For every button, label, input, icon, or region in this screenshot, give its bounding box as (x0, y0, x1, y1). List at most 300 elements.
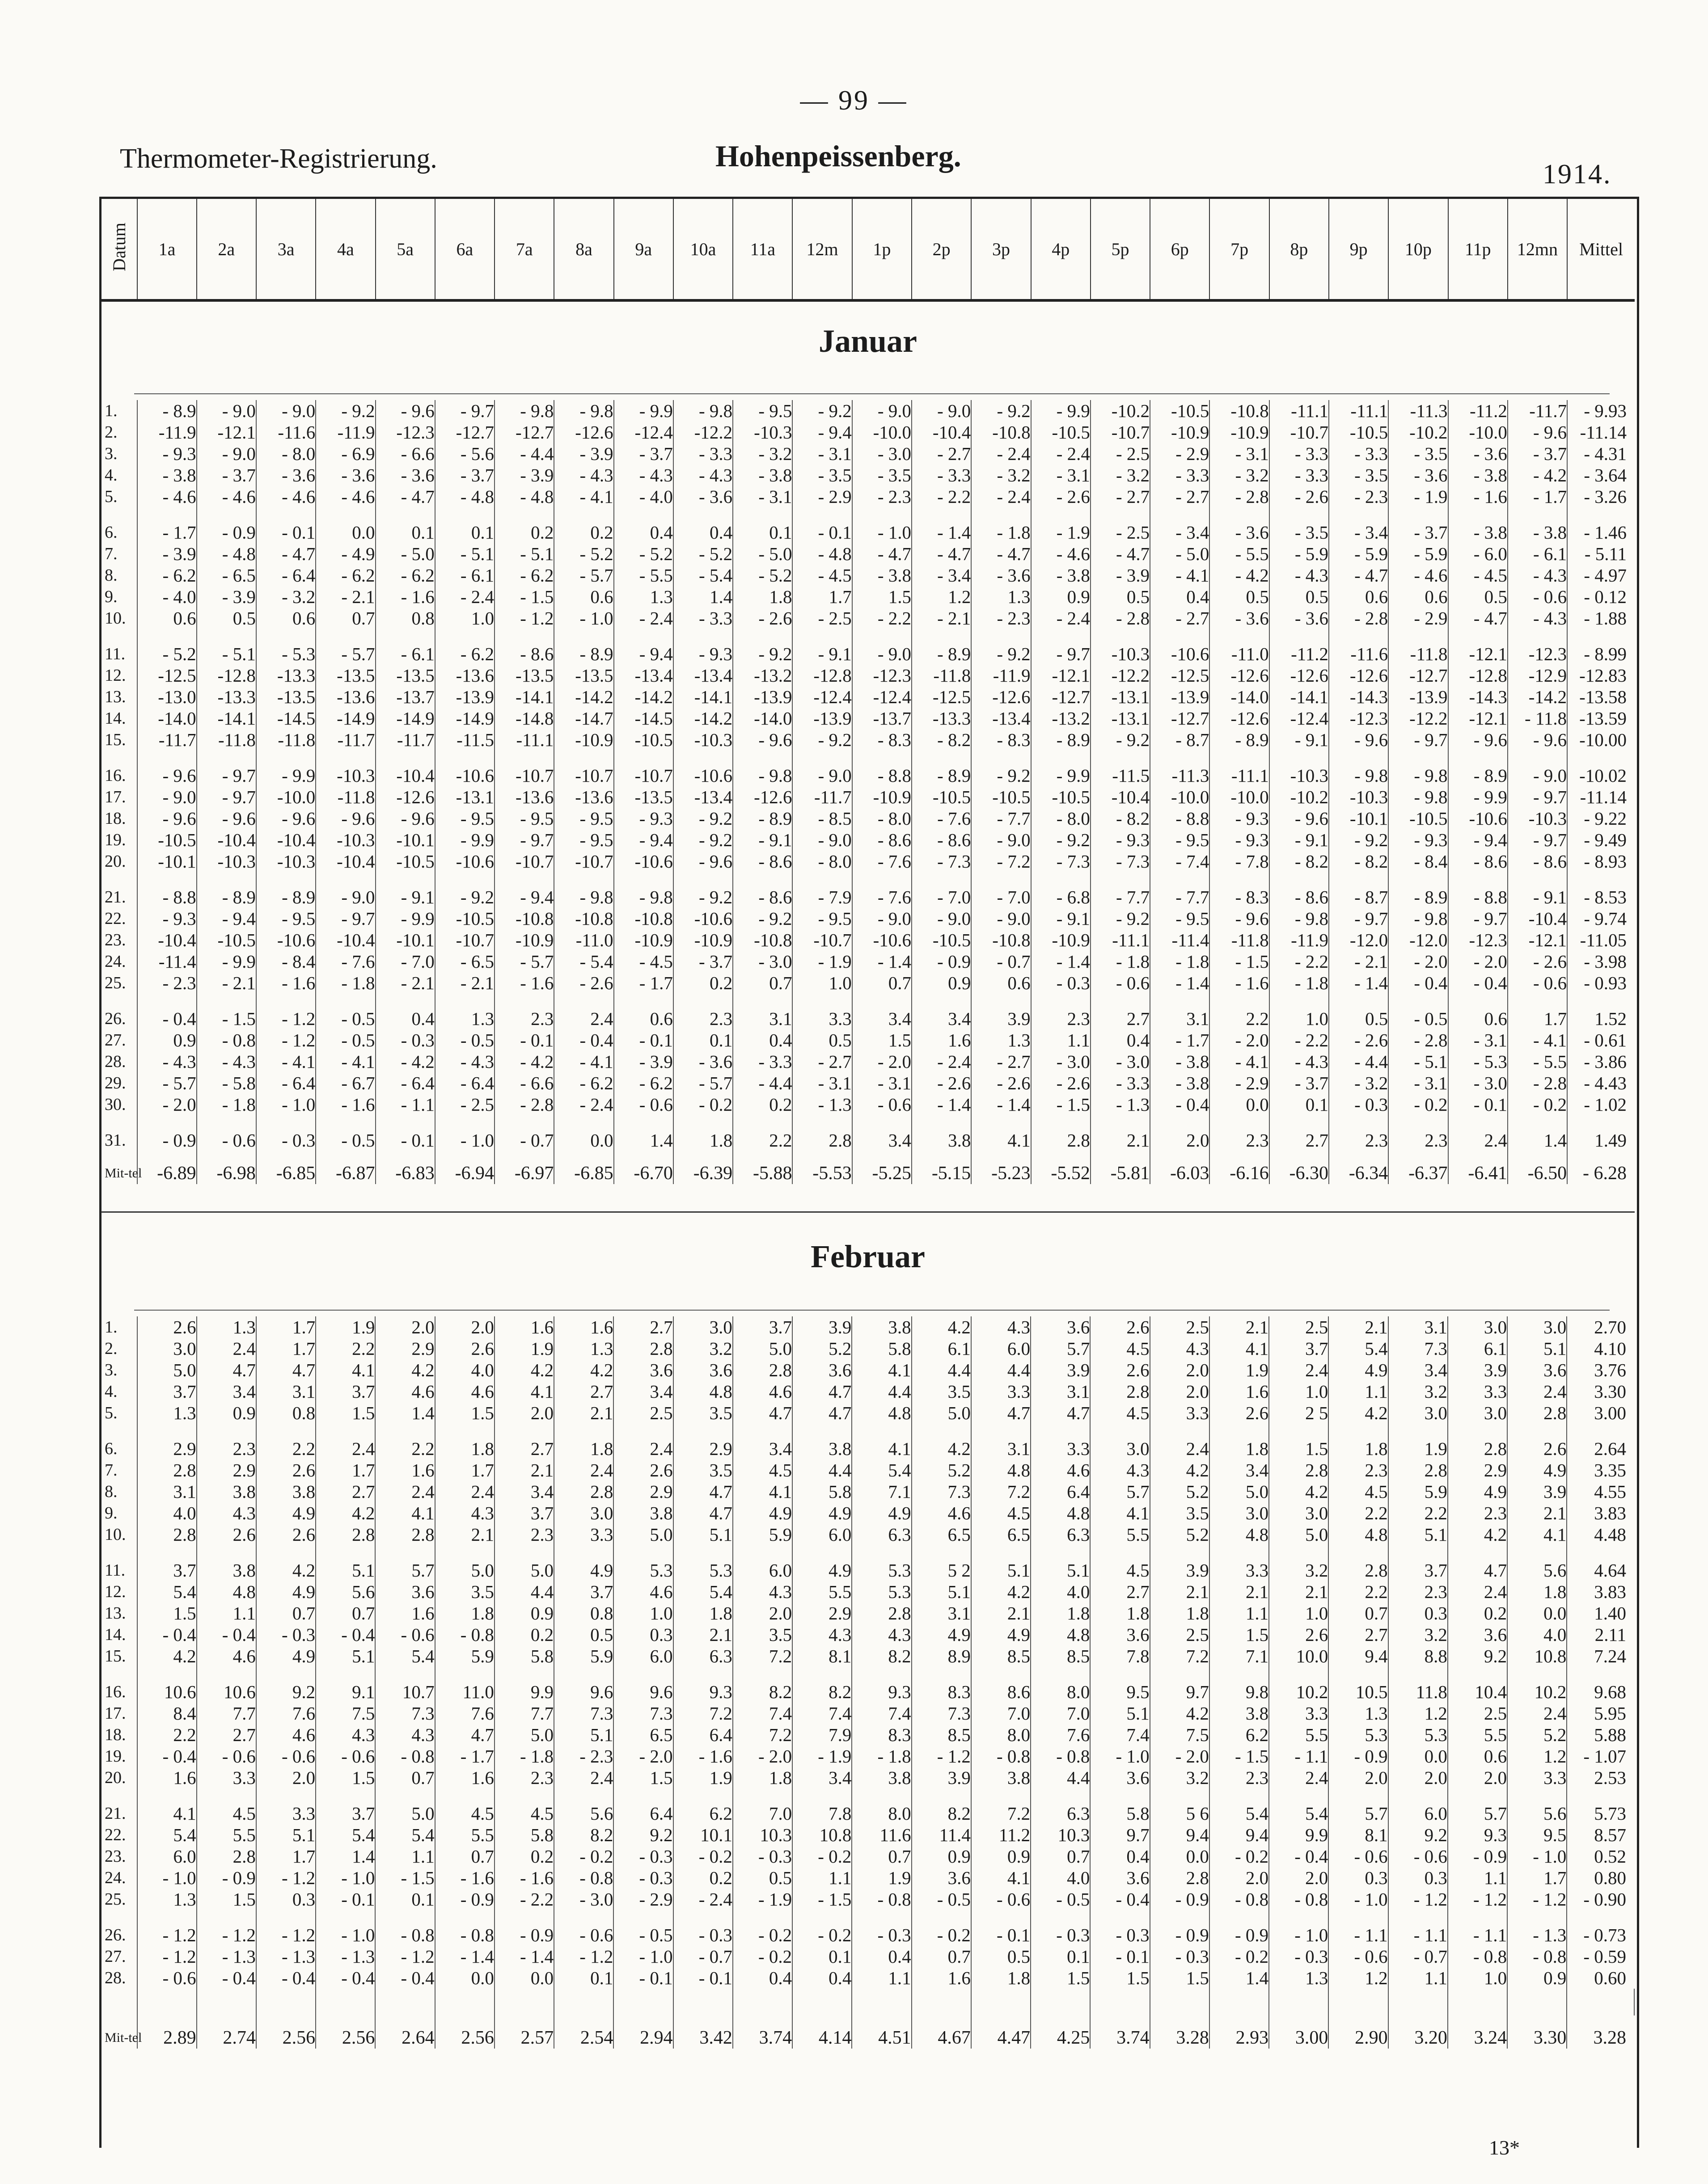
mean-cell: 2.94 (613, 2015, 673, 2049)
temp-cell: 3.7 (137, 1545, 196, 1581)
temp-cell: 2.3 (1209, 1767, 1269, 1788)
temp-cell: 2.0 (1150, 1359, 1209, 1381)
temp-cell: -10.6 (435, 750, 495, 786)
temp-cell: 2 5 (1269, 1402, 1328, 1424)
temp-cell: 4.6 (375, 1381, 435, 1402)
temp-cell: 1.6 (554, 1316, 613, 1338)
temp-cell: 3.8 (792, 1424, 852, 1459)
temp-cell: - 4.3 (1508, 565, 1567, 586)
temp-cell: - 0.6 (1508, 586, 1567, 607)
day-label: 13. (101, 1602, 137, 1624)
temp-cell: 3.1 (256, 1381, 316, 1402)
temp-cell: 1.8 (435, 1602, 495, 1624)
temp-cell: - 4.2 (1209, 565, 1269, 586)
temp-cell: 5.0 (613, 1524, 673, 1545)
temp-cell: - 3.7 (1388, 507, 1448, 543)
daily-mean: - 0.59 (1583, 1946, 1626, 1967)
temp-cell: 8.2 (554, 1824, 613, 1846)
temp-cell: -10.6 (614, 851, 673, 872)
header-cell (1388, 199, 1448, 300)
temp-cell: -12.1 (197, 422, 256, 443)
temp-cell: - 0.4 (375, 1967, 435, 1989)
temp-cell: 4.3 (316, 1724, 375, 1746)
temp-cell: 3.1 (1031, 1381, 1090, 1402)
temp-cell: - 1.5 (792, 1889, 852, 1910)
temp-cell: - 8.9 (1209, 729, 1269, 750)
temp-cell: -14.5 (256, 708, 316, 729)
temp-cell: - 1.5 (1031, 1094, 1091, 1115)
temp-cell: - 1.9 (1031, 507, 1091, 543)
temp-cell: - 1.9 (792, 951, 852, 972)
mean-cell: -5.52 (1031, 1151, 1091, 1184)
temp-cell: 3.3 (197, 1767, 256, 1788)
temp-cell: 2.8 (1388, 1459, 1448, 1481)
temp-cell: 5.4 (1269, 1788, 1328, 1824)
temp-cell: -10.0 (1150, 786, 1209, 808)
temp-cell: - 4.6 (137, 486, 196, 507)
temp-cell: - 3.8 (852, 565, 912, 586)
temp-cell: - 8.9 (137, 400, 196, 422)
temp-cell: - 8.9 (912, 750, 971, 786)
temp-cell: 5.5 (197, 1824, 256, 1846)
day-label: 27. (101, 1029, 137, 1051)
temp-cell: 0.6 (1448, 994, 1508, 1029)
header-label: 5a (397, 239, 414, 259)
temp-cell: - 1.7 (137, 507, 196, 543)
temp-cell: 3.3 (1507, 1767, 1567, 1788)
daily-mean: -11.05 (1580, 930, 1627, 950)
temp-cell: - 6.2 (137, 565, 196, 586)
temp-cell: 7.9 (792, 1724, 852, 1746)
temp-cell: 5.3 (673, 1545, 733, 1581)
temp-cell: 2.0 (1448, 1767, 1507, 1788)
temp-cell: -12.9 (1508, 665, 1567, 686)
daily-mean: -12.83 (1579, 665, 1627, 686)
table-row (101, 1316, 1634, 1338)
temp-cell: - 8.2 (912, 729, 971, 750)
temp-cell: 0.6 (614, 994, 673, 1029)
temp-cell: 2.3 (1329, 1115, 1388, 1151)
temp-cell: - 4.8 (495, 486, 554, 507)
header-label: 11a (750, 239, 775, 259)
temp-cell: -14.9 (435, 708, 495, 729)
station-title: Hohenpeissenberg. (715, 139, 961, 173)
temp-cell: - 4.3 (435, 1051, 495, 1072)
temp-cell: - 3.2 (1091, 464, 1150, 486)
mean-cell: -6.89 (137, 1151, 196, 1184)
year-label: 1914. (1543, 159, 1612, 190)
temp-cell: 7.7 (495, 1703, 554, 1724)
temp-cell: 2.4 (1507, 1703, 1567, 1724)
temp-cell: 5.1 (673, 1524, 733, 1545)
temp-cell: 4.5 (435, 1788, 495, 1824)
month-title-februar: Februar (811, 1239, 925, 1274)
temp-cell: - 4.6 (197, 486, 256, 507)
temp-cell: 1.2 (1507, 1746, 1567, 1767)
table-row (101, 586, 1635, 607)
day-label: 6. (101, 1424, 137, 1459)
temp-cell: - 5.7 (495, 951, 554, 972)
temp-cell: 0.7 (256, 1602, 316, 1624)
temp-cell: - 9.1 (1269, 829, 1329, 851)
temp-cell: - 9.8 (733, 750, 792, 786)
temp-cell: -10.7 (1091, 422, 1150, 443)
temp-cell: 5.9 (435, 1645, 495, 1667)
temp-cell: -12.7 (435, 422, 495, 443)
temp-cell: - 1.4 (1031, 951, 1091, 972)
temp-cell: 9.1 (316, 1667, 375, 1703)
temp-cell: - 4.7 (912, 543, 971, 565)
temp-cell: - 1.8 (316, 972, 375, 994)
temp-cell: 5.9 (1388, 1481, 1448, 1502)
temp-cell: 1.3 (971, 1029, 1031, 1051)
temp-cell: - 1.4 (852, 951, 912, 972)
temp-cell: - 9.4 (614, 829, 673, 851)
header-label: 12m (806, 239, 838, 259)
temp-cell: 1.9 (1209, 1359, 1269, 1381)
temp-cell: 1.8 (1090, 1602, 1150, 1624)
temp-cell: 0.7 (316, 1602, 375, 1624)
temp-cell: 2.0 (435, 1316, 495, 1338)
temp-cell: 4.8 (1209, 1524, 1269, 1545)
temp-cell: - 0.3 (852, 1910, 911, 1946)
temp-cell: 2.4 (554, 994, 613, 1029)
temp-cell: 10.6 (197, 1667, 256, 1703)
temp-cell: -10.6 (1150, 629, 1209, 665)
temp-cell: -13.6 (495, 786, 554, 808)
temp-cell: 1.3 (137, 1402, 196, 1424)
temp-cell: - 0.3 (256, 1115, 316, 1151)
temp-cell: 4.9 (554, 1545, 613, 1581)
temp-cell: -10.0 (256, 786, 316, 808)
temp-cell: 4.3 (435, 1502, 495, 1524)
temp-cell: 1.5 (1150, 1967, 1209, 1989)
temp-cell: - 9.3 (1209, 829, 1269, 851)
temp-cell: 0.3 (613, 1624, 673, 1645)
temp-cell: 8.4 (137, 1703, 196, 1724)
temp-cell: -11.1 (1209, 750, 1269, 786)
temp-cell: 4.4 (1031, 1767, 1090, 1788)
temp-cell: - 2.7 (971, 1051, 1031, 1072)
temp-cell: 9.7 (1090, 1824, 1150, 1846)
header-label: 4p (1052, 239, 1070, 259)
temp-cell: -11.2 (1269, 629, 1329, 665)
temp-cell: 4.9 (1507, 1459, 1567, 1481)
temp-cell: - 0.9 (197, 507, 256, 543)
header-label: 8p (1290, 239, 1308, 259)
header-cell (1508, 199, 1567, 300)
temp-cell: - 9.7 (197, 786, 256, 808)
temp-cell: - 1.7 (1150, 1029, 1209, 1051)
temp-cell: - 3.4 (1150, 507, 1209, 543)
temp-cell: - 0.3 (613, 1846, 673, 1867)
header-cell (1150, 199, 1209, 300)
temp-cell: - 0.2 (554, 1846, 613, 1867)
temp-cell: 2.3 (1448, 1502, 1507, 1524)
temp-cell: 7.6 (256, 1703, 316, 1724)
day-label: 26. (101, 1910, 137, 1946)
temp-cell: - 8.6 (1269, 872, 1329, 908)
temp-cell: 3.0 (1269, 1502, 1328, 1524)
temp-cell: 5.0 (733, 1338, 792, 1359)
header-cell (495, 199, 554, 300)
temp-cell: - 8.3 (852, 729, 912, 750)
temp-cell: 1.3 (1269, 1967, 1328, 1989)
temp-cell: - 1.6 (1209, 972, 1269, 994)
temp-cell: 4.2 (1269, 1481, 1328, 1502)
temp-cell: - 6.2 (554, 1072, 613, 1094)
temp-cell: 0.2 (1448, 1602, 1507, 1624)
temp-cell: 2.2 (1388, 1502, 1448, 1524)
temp-cell: - 3.1 (1031, 464, 1091, 486)
daily-mean: 3.83 (1594, 1503, 1626, 1523)
temp-cell: - 0.6 (1508, 972, 1567, 994)
temp-cell: - 5.2 (554, 543, 613, 565)
temp-cell: - 5.3 (1448, 1051, 1508, 1072)
temp-cell: 1.8 (673, 1115, 733, 1151)
header-label: 8a (575, 239, 592, 259)
temp-cell: - 5.2 (137, 629, 196, 665)
temp-cell: 1.8 (1031, 1602, 1090, 1624)
temp-cell: - 3.6 (1269, 607, 1329, 629)
temp-cell: 5.2 (912, 1459, 971, 1481)
temp-cell: - 1.2 (1507, 1889, 1567, 1910)
temp-cell: - 1.0 (1090, 1746, 1150, 1767)
table-row (101, 1424, 1634, 1459)
temp-cell: - 9.0 (792, 829, 852, 851)
temp-cell: - 0.3 (1329, 1094, 1388, 1115)
temp-cell: 2.1 (1150, 1581, 1209, 1602)
temp-cell: -11.7 (137, 729, 196, 750)
temp-cell: -10.9 (1209, 422, 1269, 443)
daily-mean: - 0.61 (1584, 1030, 1627, 1050)
mean-cell: 2.56 (256, 2015, 316, 2049)
temp-cell: - 5.5 (1508, 1051, 1567, 1072)
temp-cell: 5.6 (316, 1581, 375, 1602)
temp-cell: - 3.8 (1448, 464, 1508, 486)
temp-cell: - 4.7 (1329, 565, 1388, 586)
temp-cell: - 3.6 (1209, 507, 1269, 543)
daily-mean: 4.55 (1594, 1481, 1626, 1502)
temp-cell: 9.3 (673, 1667, 733, 1703)
temp-cell: -12.3 (852, 665, 912, 686)
day-label: 28. (101, 1967, 137, 1989)
temp-cell: - 0.2 (673, 1846, 733, 1867)
temp-cell: 3.0 (1388, 1402, 1448, 1424)
temp-cell: - 3.3 (1269, 464, 1329, 486)
temp-cell: 2.3 (1328, 1459, 1388, 1481)
temp-cell: 1.9 (673, 1767, 733, 1788)
temp-cell: 3.8 (613, 1502, 673, 1524)
temp-cell: - 9.9 (614, 400, 673, 422)
temp-cell: - 3.5 (792, 464, 852, 486)
temp-cell: - 1.8 (495, 1746, 554, 1767)
day-label: 18. (101, 808, 137, 829)
temp-cell: 2.4 (1150, 1424, 1209, 1459)
header-cell (1567, 199, 1635, 300)
temp-cell: - 0.9 (1448, 1846, 1507, 1867)
temp-cell: - 0.5 (316, 1115, 375, 1151)
temp-cell: - 2.4 (971, 443, 1031, 464)
temp-cell: 0.9 (197, 1402, 256, 1424)
temp-cell: - 7.9 (792, 872, 852, 908)
temp-cell: 1.1 (1448, 1867, 1507, 1889)
temp-cell: 6.4 (613, 1788, 673, 1824)
temp-cell: 1.6 (912, 1029, 971, 1051)
temp-cell: 0.4 (1090, 1846, 1150, 1867)
temp-cell: - 9.6 (1448, 729, 1508, 750)
temp-cell: - 6.2 (614, 1072, 673, 1094)
temp-cell: 0.4 (1150, 586, 1209, 607)
temp-cell: - 5.1 (495, 543, 554, 565)
temp-cell: - 3.7 (614, 443, 673, 464)
daily-mean: - 3.98 (1584, 951, 1627, 972)
temp-cell: 4.5 (1090, 1338, 1150, 1359)
temp-cell: 4.7 (673, 1502, 733, 1524)
temp-cell: - 5.2 (733, 565, 792, 586)
mean-cell: -6.50 (1508, 1151, 1567, 1184)
temp-cell: - 9.8 (554, 400, 613, 422)
temp-cell: - 2.9 (613, 1889, 673, 1910)
temp-cell: - 2.4 (673, 1889, 733, 1910)
temp-cell: - 3.1 (1209, 443, 1269, 464)
temp-cell: -12.7 (1150, 708, 1209, 729)
temp-cell: 4.0 (1031, 1867, 1090, 1889)
temp-cell: - 8.3 (1209, 872, 1269, 908)
temp-cell: 4.9 (971, 1624, 1031, 1645)
temp-cell: 1.5 (316, 1402, 375, 1424)
temp-cell: 8.0 (1031, 1667, 1090, 1703)
temp-cell: - 1.6 (495, 972, 554, 994)
temp-cell: - 9.0 (852, 908, 912, 929)
temp-cell: -10.4 (1091, 786, 1150, 808)
temp-cell: - 2.2 (1269, 1029, 1329, 1051)
temp-cell: -10.5 (1031, 786, 1091, 808)
temp-cell: - 8.6 (1448, 851, 1508, 872)
temp-cell: 3.0 (554, 1502, 613, 1524)
temp-cell: - 8.8 (1150, 808, 1209, 829)
temp-cell: - 4.3 (137, 1051, 196, 1072)
temp-cell: -12.5 (137, 665, 196, 686)
temp-cell: 2.0 (1388, 1767, 1448, 1788)
temp-cell: 0.5 (197, 607, 256, 629)
mean-cell: -6.39 (673, 1151, 733, 1184)
temp-cell: - 1.1 (1448, 1910, 1507, 1946)
temp-cell: 6.4 (673, 1724, 733, 1746)
temp-cell: - 0.1 (1448, 1094, 1508, 1115)
temp-cell: - 3.3 (1329, 443, 1388, 464)
temp-cell: -12.7 (1031, 686, 1091, 708)
temp-cell: 5.2 (1507, 1724, 1567, 1746)
temp-cell: -12.2 (673, 422, 733, 443)
temp-cell: - 0.5 (316, 994, 375, 1029)
header-cell (316, 199, 375, 300)
temp-cell: -10.1 (137, 851, 196, 872)
temp-cell: - 5.9 (1329, 543, 1388, 565)
temp-cell: 0.4 (733, 1029, 792, 1051)
header-label: Mittel (1579, 239, 1623, 259)
temp-cell: 2.9 (1448, 1459, 1507, 1481)
temp-cell: - 4.2 (376, 1051, 435, 1072)
temp-cell: 10.8 (1507, 1645, 1567, 1667)
temp-cell: - 9.2 (673, 808, 733, 829)
day-label: 8. (101, 1481, 137, 1502)
temp-cell: - 9.3 (1388, 829, 1448, 851)
temp-cell: 3.8 (197, 1545, 256, 1581)
temp-cell: - 1.3 (1507, 1910, 1567, 1946)
temp-cell: 4.1 (971, 1115, 1031, 1151)
temp-cell: 2.8 (316, 1524, 375, 1545)
temp-cell: 8.0 (971, 1724, 1031, 1746)
header-cell (733, 199, 792, 300)
temp-cell: - 9.2 (435, 872, 495, 908)
temp-cell: - 2.4 (1031, 443, 1091, 464)
temp-cell: - 0.8 (435, 1910, 495, 1946)
table-row (101, 1051, 1635, 1072)
spacer-row (101, 1989, 1634, 2015)
temp-cell: - 5.5 (614, 565, 673, 586)
temp-cell: 10.7 (375, 1667, 435, 1703)
temp-cell: - 0.6 (554, 1910, 613, 1946)
temp-cell: 0.6 (554, 586, 613, 607)
temp-cell: 5.4 (673, 1581, 733, 1602)
temp-cell: 7.7 (197, 1703, 256, 1724)
daily-mean: 3.76 (1594, 1360, 1626, 1380)
temp-cell: - 8.6 (495, 629, 554, 665)
temp-cell: 2.4 (1448, 1581, 1507, 1602)
temp-cell: 2.8 (1269, 1459, 1328, 1481)
table-row (101, 851, 1635, 872)
temp-cell: 9.6 (613, 1667, 673, 1703)
day-label: 17. (101, 1703, 137, 1724)
temp-cell: 1.9 (495, 1338, 554, 1359)
temp-cell: 0.3 (1388, 1867, 1448, 1889)
temp-cell: 5.5 (1269, 1724, 1328, 1746)
temp-cell: - 9.5 (733, 400, 792, 422)
temp-cell: 1.5 (1090, 1967, 1150, 1989)
table-row (101, 1824, 1634, 1846)
temp-cell: - 8.4 (1388, 851, 1448, 872)
temp-cell: -11.1 (1091, 929, 1150, 951)
temp-cell: 4.8 (1328, 1524, 1388, 1545)
table-row (101, 1645, 1634, 1667)
page-number: — 99 — (800, 85, 908, 116)
temp-cell: 5.3 (852, 1545, 911, 1581)
temp-cell: - 7.2 (971, 851, 1031, 872)
temp-cell: 4.1 (852, 1424, 911, 1459)
temp-cell: 1.5 (852, 1029, 912, 1051)
temp-cell: 2.7 (1328, 1624, 1388, 1645)
temp-cell: 1.8 (1507, 1581, 1567, 1602)
temp-cell: 5.8 (495, 1645, 554, 1667)
temp-cell: - 3.8 (1508, 507, 1567, 543)
temp-cell: - 9.1 (1269, 729, 1329, 750)
temp-cell: - 6.5 (435, 951, 495, 972)
temp-cell: 9.7 (1150, 1667, 1209, 1703)
temp-cell: 3.4 (912, 994, 971, 1029)
temp-cell: - 8.6 (1508, 851, 1567, 872)
day-label: 17. (101, 786, 137, 808)
temp-cell: 3.9 (792, 1316, 852, 1338)
temp-cell: -13.6 (435, 665, 495, 686)
temp-cell: -14.2 (554, 686, 613, 708)
temp-cell: 0.4 (733, 1967, 792, 1989)
temp-cell: 4.2 (137, 1645, 196, 1667)
temp-cell: 1.7 (1508, 994, 1567, 1029)
temp-cell: 4.7 (971, 1402, 1031, 1424)
temp-cell: 7.2 (971, 1788, 1031, 1824)
temp-cell: - 7.6 (316, 951, 375, 972)
